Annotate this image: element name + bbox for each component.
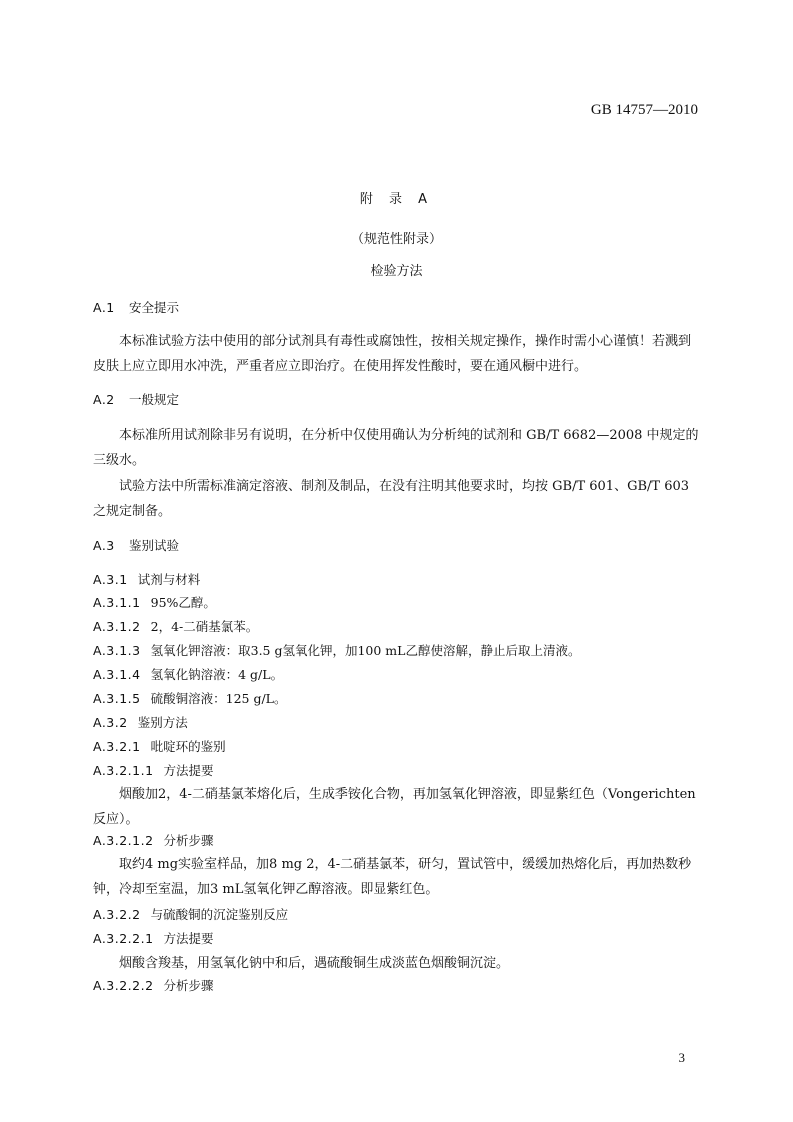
paragraph: 试验方法中所需标准滴定溶液、制剂及制品，在没有注明其他要求时，均按 GB/T 601、GB/T 603 之规定制备。 — [93, 479, 690, 519]
section-number: A.3 — [93, 538, 115, 553]
item-number: A.3.1.2 — [93, 619, 141, 634]
section-heading — [93, 390, 179, 410]
section-title: 鉴别方法 — [137, 715, 188, 730]
appendix-title: 附 录 A — [359, 192, 434, 207]
item-text: 分析步骤 — [163, 978, 214, 993]
item-text: 氢氧化钠溶液：4 g/L。 — [150, 667, 284, 682]
list-item — [93, 665, 283, 685]
standard-number: GB 14757—2010 — [590, 102, 698, 118]
paragraph: 烟酸加2，4-二硝基氯苯熔化后，生成季铵化合物，再加氢氧化钾溶液，即显紫红色（Vongerichten反应）。 — [93, 787, 696, 827]
subsection-heading — [93, 831, 214, 851]
item-number: A.3.2.2.2 — [93, 978, 154, 993]
section-heading — [93, 536, 179, 556]
subsection-heading — [93, 713, 188, 733]
item-number: A.3.1.4 — [93, 667, 141, 682]
item-text: 分析步骤 — [163, 833, 214, 848]
section-title: 一般规定 — [129, 392, 180, 407]
section-number: A.3.2.2 — [93, 907, 141, 922]
appendix-subtitle: （规范性附录） — [350, 232, 442, 247]
section-heading — [93, 298, 179, 318]
section-number: A.3.2.1.1 — [93, 763, 154, 778]
item-text: 硫酸铜溶液：125 g/L。 — [150, 691, 287, 706]
paragraph: 取约4 mg实验室样品，加8 mg 2，4-二硝基氯苯，研匀，置试管中，缓缓加热熔化后，再加热数秒钟，冷却至室温，加3 mL氢氧化钾乙醇溶液。即显紫红色。 — [93, 857, 692, 897]
subsection-heading — [93, 929, 214, 949]
section-title: 鉴别试验 — [129, 538, 180, 553]
item-number: A.3.2.2.1 — [93, 931, 154, 946]
section-number: A.3.2.1 — [93, 739, 141, 754]
list-item — [93, 593, 216, 613]
list-item — [93, 617, 258, 637]
subsection-heading — [93, 570, 200, 590]
section-number: A.1 — [93, 300, 115, 315]
subsection-heading — [93, 761, 214, 781]
section-title: 吡啶环的鉴别 — [150, 739, 226, 754]
list-item — [93, 641, 580, 661]
item-number: A.3.2.1.2 — [93, 833, 154, 848]
item-text: 方法提要 — [163, 931, 214, 946]
item-number: A.3.1.5 — [93, 691, 141, 706]
section-title: 与硫酸铜的沉淀鉴别反应 — [150, 907, 289, 922]
appendix-name: 检验方法 — [370, 264, 423, 279]
subsection-heading — [93, 976, 214, 996]
item-text: 2，4-二硝基氯苯。 — [150, 619, 259, 634]
subsection-heading — [93, 737, 226, 757]
paragraph: 烟酸含羧基，用氢氧化钠中和后，遇硫酸铜生成淡蓝色烟酸铜沉淀。 — [119, 956, 510, 971]
section-title: 试剂与材料 — [137, 572, 201, 587]
item-text: 氢氧化钾溶液：取3.5 g氢氧化钾，加100 mL乙醇使溶解，静止后取上清液。 — [150, 643, 581, 658]
item-number: A.3.1.1 — [93, 595, 141, 610]
subsection-heading — [93, 905, 288, 925]
item-number: A.3.1.3 — [93, 643, 141, 658]
page-number: 3 — [678, 1050, 685, 1065]
section-number: A.2 — [93, 392, 115, 407]
paragraph: 本标准所用试剂除非另有说明，在分析中仅使用确认为分析纯的试剂和 GB/T 6682—2008 中规定的三级水。 — [93, 428, 699, 468]
list-item — [93, 689, 286, 709]
paragraph: 本标准试验方法中使用的部分试剂具有毒性或腐蚀性，按相关规定操作，操作时需小心谨慎！若溅到皮肤上应立即用水冲洗，严重者应立即治疗。在使用挥发性酸时，要在通风橱中进行。 — [93, 334, 692, 374]
section-number: A.3.1 — [93, 572, 128, 587]
item-text: 95%乙醇。 — [150, 595, 216, 610]
section-title: 方法提要 — [163, 763, 214, 778]
section-title: 安全提示 — [129, 300, 180, 315]
section-number: A.3.2 — [93, 715, 128, 730]
